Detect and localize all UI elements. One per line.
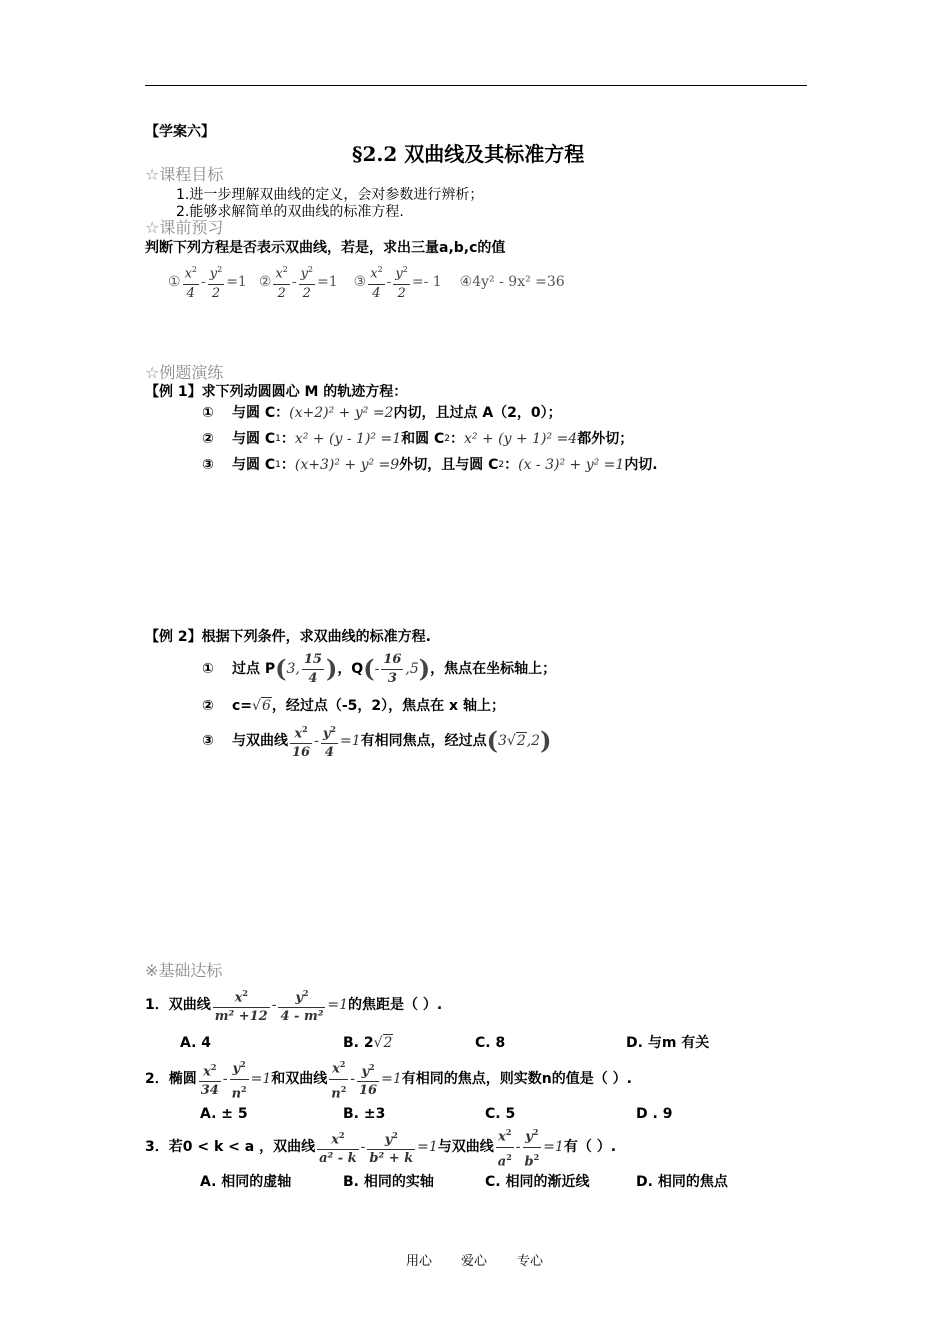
q2-option-c: C. 5 — [485, 1106, 516, 1122]
q3-option-a: A. 相同的虚轴 — [200, 1174, 292, 1190]
q1-frac-y: $\frac{y^2}{\text{4 - m²}}$ — [278, 984, 325, 1026]
example-1-label: 【例 1】求下列动圆圆心 M 的轨迹方程： — [145, 384, 408, 400]
preview-equations: ① $\frac{x^2}{4}$ - $\frac{y^2}{2}$ =1 ② $\frac{x^2}{2}$ - $\frac{y^2}{2}$ =1 ③ $\frac{x^2}{4}$ - $\frac{y^2}{2}$ =- 1 ④ 4y² - 9x² =36 — [168, 262, 565, 302]
q3-frac-4: $\frac{y^2}{b^2}$ — [523, 1123, 542, 1171]
example-2-frac-x: $\frac{x^2}{16}$ — [290, 720, 312, 762]
example-1-eq-3b: (x - 3)² + y² =1 — [518, 457, 625, 473]
header-rule — [145, 85, 807, 86]
preview-prompt: 判断下列方程是否表示双曲线，若是，求出三量a,b,c的值 — [145, 240, 506, 256]
page-title: §2.2 双曲线及其标准方程 — [352, 142, 585, 166]
goal-item-2: 2.能够求解简单的双曲线的标准方程. — [176, 204, 404, 220]
eq-2-rhs: =1 — [317, 274, 338, 290]
eq-2-frac-y: $\frac{y^2}{2}$ — [299, 261, 315, 302]
point-p-frac: $\frac{15}{4}$ — [303, 651, 322, 686]
example-1-item-1: ① 与圆 C： (x+2)² + y² =2 内切，且过点 A（2，0）； — [202, 405, 562, 421]
footer-text-3: 专心 — [517, 1254, 544, 1269]
q3-frac-2: $\frac{y^2}{\text{b² + k}}$ — [367, 1126, 415, 1168]
q2-option-b: B. ±3 — [343, 1106, 386, 1122]
q2-frac-4: $\frac{y^2}{16}$ — [357, 1058, 379, 1100]
q3-frac-1: $\frac{x^2}{\text{a² - k}}$ — [317, 1126, 359, 1168]
example-2-item-2: ② c= √6 ，经过点（-5，2），焦点在 x 轴上； — [202, 698, 505, 714]
example-2-frac-y: $\frac{y^2}{4}$ — [321, 720, 338, 762]
example-2-item-1: ① 过点 P ( 3, $\frac{15}{4}$ ) ，Q ( - $\frac{16}{3}$ ,5 ) ，焦点在坐标轴上； — [202, 651, 557, 686]
case-label: 【学案六】 — [145, 124, 215, 140]
question-3: 3．若0 < k < a ，双曲线 $\frac{x^2}{\text{a² - k}}$ - $\frac{y^2}{\text{b² + k}}$ =1 与双曲线 $\frac{x^2}{a^2}$ - $\frac{y^2}{b^2}$ =1 有（ ）. — [145, 1126, 616, 1168]
q3-option-d: D. 相同的焦点 — [636, 1174, 728, 1190]
example-1-eq-2a: x² + (y - 1)² =1 — [294, 431, 402, 447]
q2-frac-1: $\frac{x^2}{34}$ — [199, 1058, 221, 1100]
example-1-eq-1: (x+2)² + y² =2 — [289, 405, 394, 421]
q2-frac-2: $\frac{y^2}{n^2}$ — [230, 1055, 249, 1103]
point-q-frac: $\frac{16}{3}$ — [383, 651, 402, 686]
eq-1-frac-y: $\frac{y^2}{2}$ — [208, 261, 224, 302]
eq-3-frac-x: $\frac{x^2}{4}$ — [368, 261, 384, 302]
eq-3-mark: ③ — [353, 274, 367, 290]
q3-option-c: C. 相同的渐近线 — [485, 1174, 590, 1190]
q1-option-c: C. 8 — [475, 1035, 506, 1051]
q2-option-d: D . 9 — [636, 1106, 673, 1122]
example-1-item-2: ② 与圆 C 1 ： x² + (y - 1)² =1 和圆 C 2 ： x² + (y + 1)² =4 都外切； — [202, 431, 634, 447]
q1-option-b: B. 2 √2 — [343, 1035, 393, 1051]
q3-frac-3: $\frac{x^2}{a^2}$ — [496, 1123, 514, 1171]
eq-1-mark: ① — [168, 274, 181, 290]
question-2: 2．椭圆 $\frac{x^2}{34}$ - $\frac{y^2}{n^2}$ =1 和双曲线 $\frac{x^2}{n^2}$ - $\frac{y^2}{16}$ =1 有相同的焦点，则实数n的值是（ ）. — [145, 1058, 632, 1100]
q2-frac-3: $\frac{x^2}{n^2}$ — [329, 1055, 348, 1103]
eq-1-rhs: =1 — [226, 274, 247, 290]
footer-text-2: 爱心 — [461, 1254, 488, 1269]
eq-3-rhs: =- 1 — [411, 274, 442, 290]
q2-option-a: A. ± 5 — [200, 1106, 248, 1122]
example-2-label: 【例 2】根据下列条件，求双曲线的标准方程. — [145, 629, 431, 645]
question-1: 1．双曲线 $\frac{x^2}{\text{m² +12}}$ - $\frac{y^2}{\text{4 - m²}}$ =1 的焦距是（ ）. — [145, 984, 442, 1026]
q1-frac-x: $\frac{x^2}{\text{m² +12}}$ — [213, 984, 270, 1026]
example-1-eq-3a: (x+3)² + y² =9 — [294, 457, 400, 473]
section-preview: ☆课前预习 — [145, 218, 224, 237]
eq-4-mark: ④ — [459, 274, 473, 290]
section-course-goals: ☆课程目标 — [145, 165, 224, 184]
eq-2-mark: ② — [258, 274, 272, 290]
example-1-item-3: ③ 与圆 C 1 ： (x+3)² + y² =9 外切，且与圆 C 2 ： (x - 3)² + y² =1 内切. — [202, 457, 658, 473]
q1-option-d: D. 与m 有关 — [626, 1035, 710, 1051]
eq-1-frac-x: $\frac{x^2}{4}$ — [183, 261, 199, 302]
eq-2-frac-x: $\frac{x^2}{2}$ — [273, 261, 289, 302]
q3-option-b: B. 相同的实轴 — [343, 1174, 434, 1190]
eq-3-frac-y: $\frac{y^2}{2}$ — [393, 261, 409, 302]
q1-option-a: A. 4 — [180, 1035, 212, 1051]
footer-text-1: 用心 — [406, 1254, 433, 1269]
eq-4: 4y² - 9x² =36 — [472, 274, 565, 290]
section-basic: ※基础达标 — [145, 961, 223, 980]
example-2-item-3: ③ 与双曲线 $\frac{x^2}{16}$ - $\frac{y^2}{4}$ =1 有相同焦点，经过点 ( 3 √2 ,2 ) — [202, 720, 551, 762]
goal-item-1: 1.进一步理解双曲线的定义，会对参数进行辨析； — [176, 187, 484, 203]
example-1-eq-2b: x² + (y + 1)² =4 — [464, 431, 578, 447]
section-examples: ☆例题演练 — [145, 363, 224, 382]
